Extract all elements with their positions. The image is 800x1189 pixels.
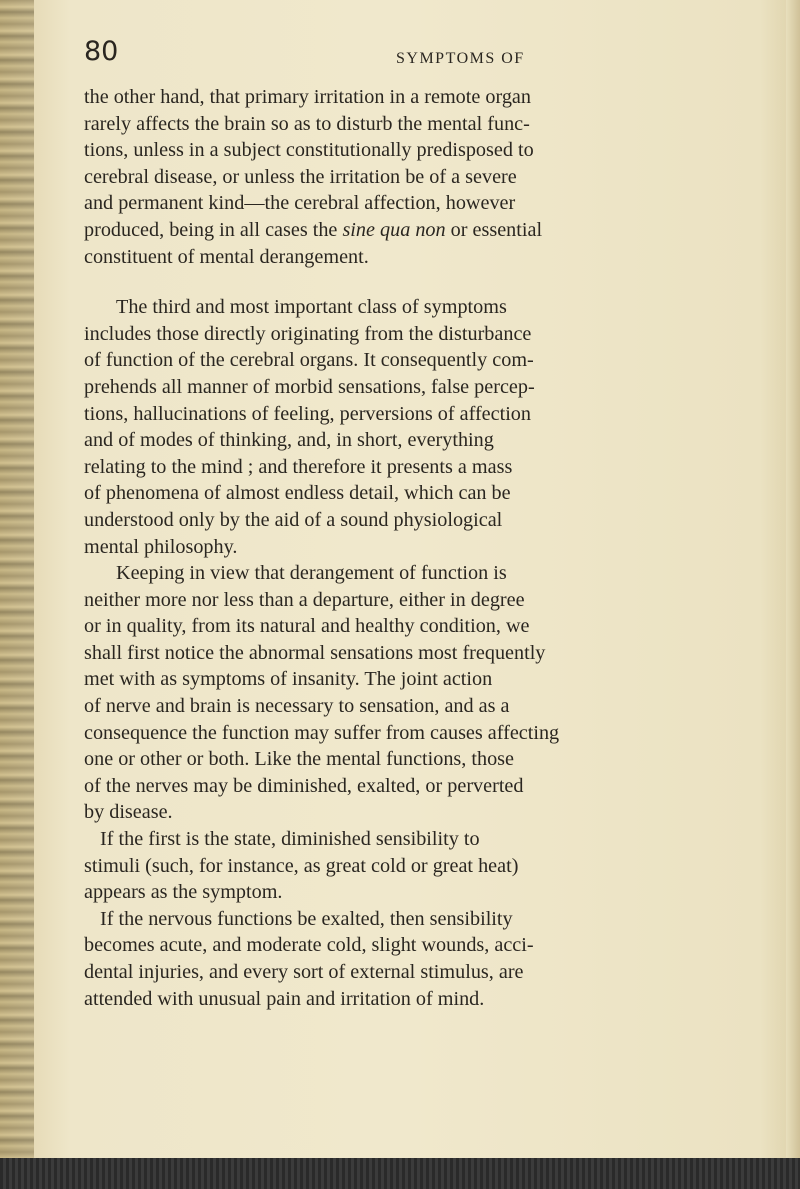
text-segment: or essential	[445, 218, 543, 241]
text-line: stimuli (such, for instance, as great cold or great heat)	[84, 854, 519, 877]
text-line: relating to the mind ; and therefore it presents a mass	[84, 455, 513, 478]
paragraph-start: If the first is the state, diminished sensibility to	[100, 828, 480, 851]
page-number: 80	[84, 36, 119, 67]
text-line: appears as the symptom.	[84, 881, 283, 904]
text-line: and permanent kind—the cerebral affection, however	[84, 192, 516, 215]
text-line: mental philosophy.	[84, 535, 238, 558]
text-segment: produced, being in all cases the	[84, 218, 343, 241]
text-line: and of modes of thinking, and, in short, everything	[84, 429, 494, 452]
text-line: neither more nor less than a departure, either in degree	[84, 588, 525, 611]
text-line: constituent of mental derangement.	[84, 245, 369, 268]
text-line: prehends all manner of morbid sensations, false percep-	[84, 375, 535, 398]
text-line: the other hand, that primary irritation in a remote organ	[84, 86, 531, 108]
text-line: understood only by the aid of a sound physiological	[84, 508, 503, 531]
text-line: of phenomena of almost endless detail, which can be	[84, 482, 511, 505]
body-text	[84, 84, 792, 1012]
paragraph-start: If the nervous functions be exalted, then sensibility	[100, 907, 513, 930]
page-header	[84, 36, 784, 76]
text-line: becomes acute, and moderate cold, slight wounds, acci-	[84, 934, 534, 957]
text-line: tions, hallucinations of feeling, perversions of affection	[84, 402, 531, 425]
text-line: tions, unless in a subject constitutionally predisposed to	[84, 139, 534, 162]
text-line: shall first notice the abnormal sensations most frequently	[84, 641, 546, 664]
text-line	[84, 217, 792, 244]
text-line: or in quality, from its natural and healthy condition, we	[84, 615, 530, 638]
running-head: SYMPTOMS OF	[396, 50, 525, 67]
text-line: dental injuries, and every sort of external stimulus, are	[84, 961, 524, 983]
text-line: rarely affects the brain so as to disturb the mental func-	[84, 112, 530, 135]
text-line: cerebral disease, or unless the irritation be of a severe	[84, 165, 517, 188]
text-line: includes those directly originating from the disturbance	[84, 322, 532, 345]
text-line: by disease.	[84, 801, 173, 824]
paragraph-start: Keeping in view that derangement of function is	[116, 562, 507, 585]
text-line: attended with unusual pain and irritation of mind.	[84, 987, 485, 1010]
page-binding-edge	[0, 0, 34, 1160]
text-line: met with as symptoms of insanity. The joint action	[84, 668, 493, 691]
text-line: of nerve and brain is necessary to sensation, and as a	[84, 695, 510, 718]
text-line: of function of the cerebral organs. It consequently com-	[84, 349, 534, 372]
latin-phrase: sine qua non	[342, 218, 446, 241]
text-line: one or other or both. Like the mental functions, those	[84, 748, 514, 771]
page-bottom-band	[0, 1158, 800, 1189]
paragraph-start: The third and most important class of symptoms	[116, 296, 507, 319]
text-line: consequence the function may suffer from causes affecting	[84, 721, 560, 744]
text-line: of the nerves may be diminished, exalted, or perverted	[84, 774, 524, 797]
